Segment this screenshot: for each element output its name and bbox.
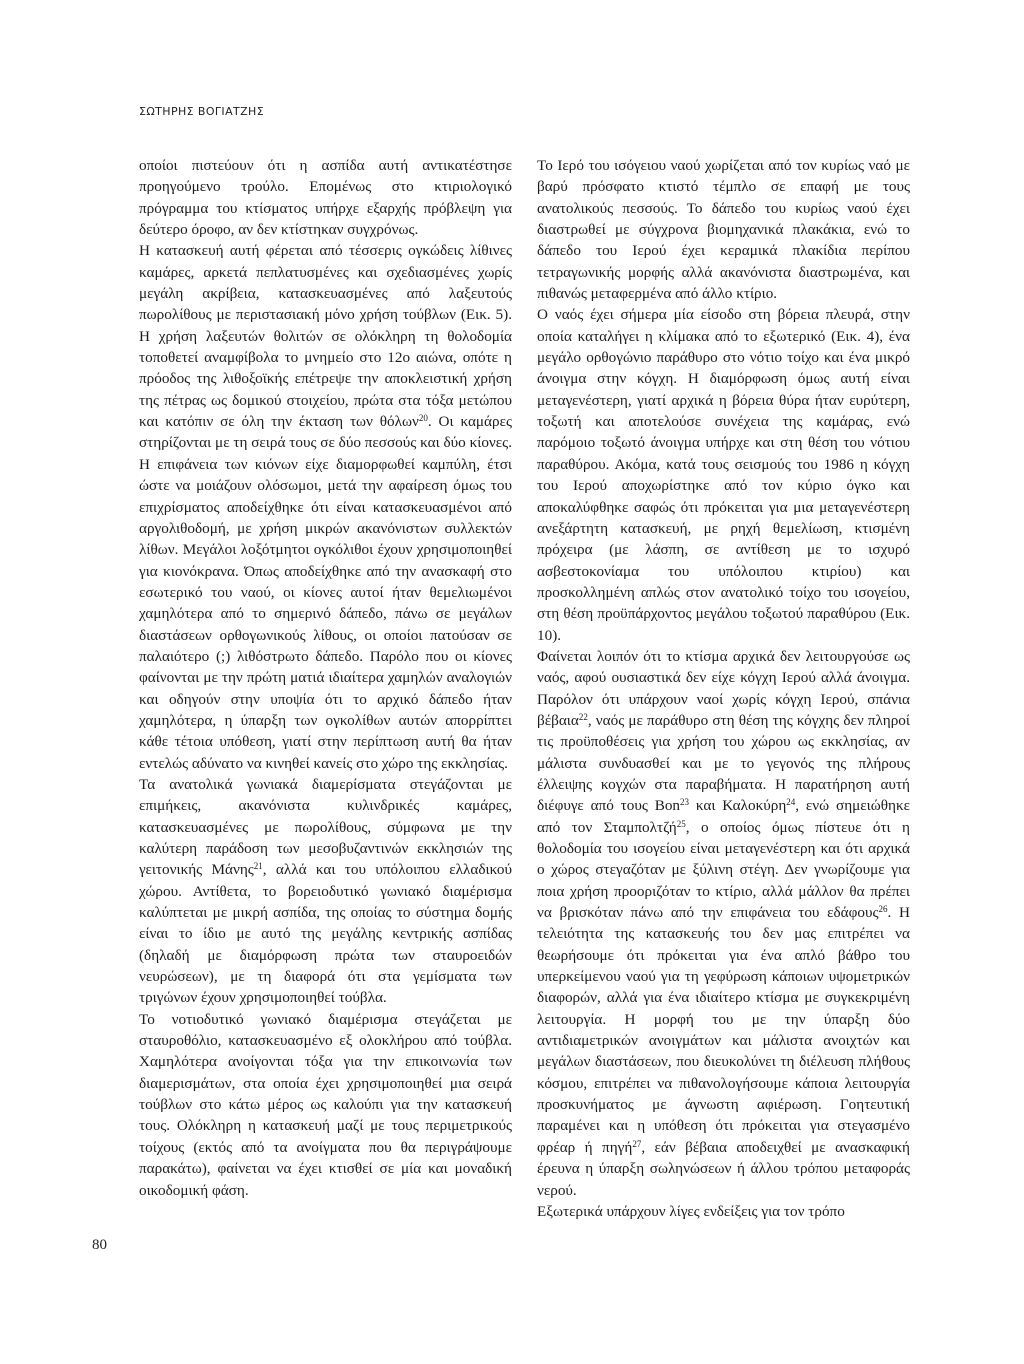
left-column (139, 155, 512, 1201)
text-run: Το Ιερό του ισόγειου ναού χωρίζεται από τον κυρίως ναό με βαρύ πρόσφατο κτιστό τέμπλο σε επαφή με τους ανατολικούς πεσσούς. Το δάπεδο του κυρίως ναού έχει διαστρωθεί με σύγχρονα βιομηχανικά πλακάκια, ενώ το δάπεδο του Ιερού έχει κεραμικά πλακίδια περίπου τετραγωνικής μορφής αλλά ακανόνιστα διαστρωμένα, και πιθανώς μεταφερμένα από άλλο κτίριο. (537, 157, 910, 303)
text-run: , ο οποίος όμως πίστευε ότι η θολοδομία του ισογείου είναι μεταγενέστερη και ότι αρχικά ο χώρος στεγαζόταν με ξύλινη στέγη. Δεν γνωρίζουμε για ποια χρήση προοριζόταν το κτίριο, αλλά μάλλον θα πρέπει να βρισκόταν πάνω από την επιφάνεια του εδάφους (537, 818, 911, 922)
text-run: Τα ανατολικά γωνιακά διαμερίσματα στεγάζονται με επιμήκεις, ακανόνιστα κυλινδρικές καμάρες, κατασκευασμένες με πωρολίθους, σύμφωνα με την καλύτερη παράδοση των μεσοβυζαντινών εκκλησιών της γειτονικής Μάνης (139, 775, 512, 879)
footnote-ref: 22 (578, 711, 588, 722)
page-number: 80 (92, 1237, 107, 1253)
text-run: Η κατασκευή αυτή φέρεται από τέσσερις ογκώδεις λίθινες καμάρες, αρκετά πεπλατυσμένες και σχεδιασμένες χωρίς μεγάλη ακρίβεια, κατασκευασμένες από λαξευτούς πωρολίθους με περιστασιακή μόνο χρήση τούβλων (Εικ. 5). Η χρήση λαξευτών θολιτών σε ολόκληρη τη θολοδομία τοποθετεί αναμφίβολα το μνημείο στο 12ο αιώνα, οπότε η πρόοδος της λιθοξοϊκής επέτρεψε την αποκλειστική χρήση της πέτρας ως δομικού στοιχείου, πρώτα στα τόξα μετώπου και κατόπιν σε όλη την έκταση των θόλων (139, 242, 512, 431)
text-run: Φαίνεται λοιπόν ότι το κτίσμα αρχικά δεν λειτουργούσε ως ναός, αφού ουσιαστικά δεν είχε κόγχη Ιερού αλλά άνοιγμα. Παρόλον ότι υπάρχουν ναοί χωρίς κόγχη Ιερού, σπάνια βέβαια (537, 647, 910, 729)
text-run: , ενώ σημειώθηκε από τον Σταμπολτζή (537, 797, 910, 836)
text-run: Ο ναός έχει σήμερα μία είσοδο στη βόρεια πλευρά, στην οποία καταλήγει η κλίμακα από το εξωτερικό (Εικ. 4), ένα μεγάλο ορθογώνιο παράθυρο στο νότιο τοίχο και ένα μικρό άνοιγμα στην κόγχη. Η διαμόρφωση όμως αυτή είναι μεταγενέστερη, γιατί αρχικά η βόρεια θύρα ήταν ευρύτερη, τοξωτή και αποτελούσε συνέχεια της καμάρας, ενώ παρόμοιο τοξωτό άνοιγμα υπήρχε και στη θέση του νότιου παραθύρου. Ακόμα, κατά τους σεισμούς του 1986 η κόγχη του Ιερού αποχωρίστηκε από τον κύριο όγκο και αποκαλύφθηκε σαφώς ότι πρόκειται για μια μεταγενέστερη ανεξάρτητη κατασκευή, με ρηχή θεμελίωση, κτισμένη πρόχειρα (με λάσπη, σε αντίθεση με το ισχυρό ασβεστοκονίαμα του υπόλοιπου κτιρίου) και προσκολλημένη απλώς στον ανατολικό τοίχο του ισογείου, στη θέση προϋπάρχοντος μεγάλου τοξωτού παραθύρου (Εικ. 10). (537, 306, 910, 644)
text-run: , ναός με παράθυρο στη θέση της κόγχης δεν πληροί τις προϋποθέσεις για χρήση του χώρου ως εκκλησίας, αν μάλιστα συνδυασθεί και με το γεγονός της πλήρους έλλειψης κογχών στα παραβήματα. Η παρατήρηση αυτή διέφυγε από τους Bon (537, 711, 910, 815)
text-run: , εάν βέβαια αποδειχθεί με ανασκαφική έρευνα η ύπαρξη σωληνώσεων ή άλλου τρόπου μεταφοράς νερού. (537, 1138, 910, 1199)
footnote-ref: 20 (418, 413, 428, 424)
paragraph (139, 774, 512, 1009)
paragraph (537, 646, 910, 1201)
text-run: . Η τελειότητα της κατασκευής του δεν μας επιτρέπει να θεωρήσουμε ότι πρόκειται για ένα απλό βάθρο του υπερκείμενου ναού για τη γεφύρωση κάποιων υψομετρικών διαφορών, αλλά για ένα ιδιαίτερο κτίσμα με συγκεκριμένη λειτουργία. Η μορφή του με την ύπαρξη δύο αντιδιαμετρικών ανοιγμάτων και μάλιστα ανοιχτών και μεγάλων διαστάσεων, που διευκολύνει τη διέλευση πλήθους κόσμου, επιτρέπει να πιθανολογήσουμε κάποια λειτουργία προσκυνήματος με άγνωστη αφιέρωση. Γοητευτική παραμένει και η υπόθεση ότι πρόκειται για στεγασμένο φρέαρ ή πηγή (537, 904, 910, 1156)
footnote-ref: 25 (676, 818, 686, 829)
text-run: . Οι καμάρες στηρίζονται με τη σειρά τους σε δύο πεσσούς και δύο κίονες. Η επιφάνεια των κιόνων είχε διαμορφωθεί καμπύλη, έτσι ώστε να μοιάζουν ολόσωμοι, μετά την αφαίρεση όμως του επιχρίσματος αποδείχθηκε ότι είναι κατασκευασμένοι από αργολιθοδομή, με χρήση μικρών ακανόνιστων συλλεκτών λίθων. Μεγάλοι λοξότμητοι ογκόλιθοι έχουν χρησιμοποιηθεί για κιονόκρανα. Όπως αποδείχθηκε από την ανασκαφή στο εσωτερικό του ναού, οι κίονες αυτοί ήταν θεμελιωμένοι χαμηλότερα από το σημερινό δάπεδο, πάνω σε μεγάλων διαστάσεων ορθογωνικούς λίθους, οι οποίοι πατούσαν σε παλαιότερο (;) λιθόστρωτο δάπεδο. Παρόλο που οι κίονες φαίνονται με την πρώτη ματιά ιδιαίτερα χαμηλών αναλογιών και οδηγούν στην υποψία ότι το αρχικό δάπεδο ήταν χαμηλότερα, η ύπαρξη των ογκολίθων αυτών απορρίπτει κάθε τέτοια υπόθεση, γιατί στην περίπτωση αυτή θα ήταν εντελώς αδύνατο να κινηθεί κανείς στο χώρο της εκκλησίας. (139, 413, 512, 772)
text-run: και Καλοκύρη (689, 797, 787, 815)
paragraph (537, 155, 910, 304)
footnote-ref: 21 (253, 861, 263, 872)
footnote-ref: 27 (632, 1138, 642, 1149)
running-head: ΣΩΤΗΡΗΣ ΒΟΓΙΑΤΖΗΣ (139, 105, 265, 118)
text-run: Εξωτερικά υπάρχουν λίγες ενδείξεις για τον τρόπο (537, 1202, 845, 1220)
footnote-ref: 26 (878, 904, 888, 915)
paragraph (537, 304, 910, 646)
text-run: Το νοτιοδυτικό γωνιακό διαμέρισμα στεγάζεται με σταυροθόλιο, κατασκευασμένο εξ ολοκλήρου από τούβλα. Χαμηλότερα ανοίγονται τόξα για την επικοινωνία των διαμερισμάτων, στα οποία έχει χρησιμοποιηθεί μια σειρά τούβλων στο κάτω μέρος ως καλούπι για την κατασκευή τους. Ολόκληρη η κατασκευή μαζί με τους περιμετρικούς τοίχους (εκτός από τα ανοίγματα που θα περιγράψουμε παρακάτω), φαίνεται να έχει κτισθεί σε μία και μοναδική οικοδομική φάση. (139, 1010, 512, 1199)
paragraph (139, 240, 512, 774)
right-column (537, 155, 910, 1222)
footnote-ref: 23 (680, 797, 690, 808)
paragraph (139, 1009, 512, 1201)
paragraph (537, 1201, 910, 1222)
footnote-ref: 24 (786, 797, 796, 808)
text-run: οποίοι πιστεύουν ότι η ασπίδα αυτή αντικατέστησε προηγούμενο τρούλο. Επομένως στο κτιριολογικό πρόγραμμα του κτίσματος υπήρχε εξαρχής πρόβλεψη για δεύτερο όροφο, αν δεν κτίστηκαν συγχρόνως. (139, 157, 512, 239)
text-run: , αλλά και του υπόλοιπου ελλαδικού χώρου. Αντίθετα, το βορειοδυτικό γωνιακό διαμέρισμα καλύπτεται με μικρή ασπίδα, της οποίας το σύστημα δομής είναι το ίδιο με αυτό της μεγάλης κεντρικής ασπίδας (δηλαδή με διαμόρφωση πρώτα των σταυροειδών νευρώσεων), με τη διαφορά ότι στα γεμίσματα των τριγώνων έχουν χρησιμοποιηθεί τούβλα. (139, 861, 512, 1007)
paragraph (139, 155, 512, 240)
